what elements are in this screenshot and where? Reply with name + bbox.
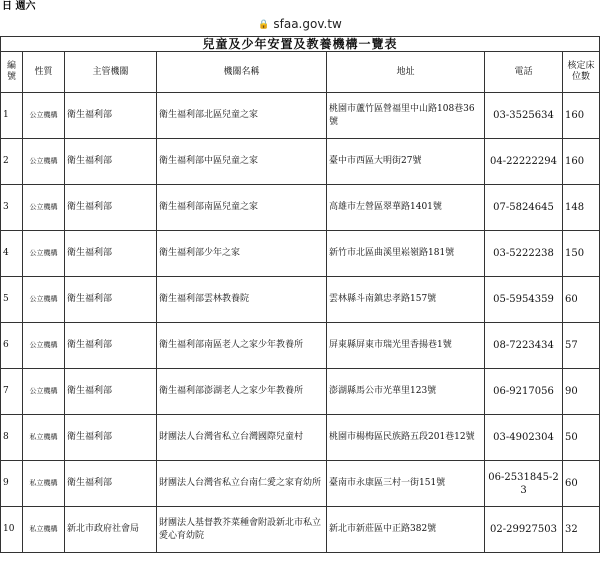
lock-icon: 🔒: [258, 20, 270, 30]
cell-type: 公立機構: [23, 369, 65, 415]
cell-agency: 衛生福利部: [65, 415, 157, 461]
cell-address: 臺中市西區大明街27號: [327, 139, 485, 185]
cell-phone: 06-2531845-23: [485, 461, 563, 507]
cell-phone: 07-5824645: [485, 185, 563, 231]
cell-no: 6: [1, 323, 23, 369]
table-row: [1, 185, 600, 231]
cell-no: 5: [1, 277, 23, 323]
header-phone: 電話: [485, 52, 563, 93]
cell-address: 澎湖縣馬公市光華里123號: [327, 369, 485, 415]
institution-table: [0, 36, 600, 553]
document-page: [0, 36, 600, 553]
table-row: [1, 139, 600, 185]
cell-phone: 08-7223434: [485, 323, 563, 369]
header-type: 性質: [23, 52, 65, 93]
cell-name: 衛生福利部南區老人之家少年教養所: [157, 323, 327, 369]
cell-type: 私立機構: [23, 415, 65, 461]
cell-no: 4: [1, 231, 23, 277]
cell-no: 9: [1, 461, 23, 507]
cell-phone: 04-22222294: [485, 139, 563, 185]
table-row: [1, 461, 600, 507]
cell-type: 私立機構: [23, 461, 65, 507]
cell-phone: 06-9217056: [485, 369, 563, 415]
cell-address: 高雄市左營區翠華路1401號: [327, 185, 485, 231]
table-row: [1, 415, 600, 461]
cell-address: 桃園市楊梅區民族路五段201巷12號: [327, 415, 485, 461]
cell-beds: 160: [563, 139, 600, 185]
cell-agency: 衛生福利部: [65, 139, 157, 185]
cell-type: 公立機構: [23, 93, 65, 139]
cell-beds: 60: [563, 461, 600, 507]
cell-address: 臺南市永康區三村一街151號: [327, 461, 485, 507]
cell-agency: 衛生福利部: [65, 277, 157, 323]
cell-beds: 160: [563, 93, 600, 139]
cell-name: 衛生福利部北區兒童之家: [157, 93, 327, 139]
cell-no: 2: [1, 139, 23, 185]
cell-address: 屏東縣屏東市瑞光里香揚巷1號: [327, 323, 485, 369]
cell-address: 新竹市北區曲溪里崧嶺路181號: [327, 231, 485, 277]
cell-no: 7: [1, 369, 23, 415]
cell-beds: 50: [563, 415, 600, 461]
cell-no: 1: [1, 93, 23, 139]
table-header-row: [1, 52, 600, 93]
table-row: [1, 507, 600, 553]
header-name: 機關名稱: [157, 52, 327, 93]
cell-type: 公立機構: [23, 139, 65, 185]
cell-beds: 150: [563, 231, 600, 277]
cell-type: 公立機構: [23, 231, 65, 277]
cell-beds: 32: [563, 507, 600, 553]
cell-agency: 衛生福利部: [65, 93, 157, 139]
url-text: sfaa.gov.tw: [273, 17, 342, 31]
status-day: 日 週六: [2, 1, 36, 12]
cell-name: 衛生福利部澎湖老人之家少年教養所: [157, 369, 327, 415]
table-title: 兒童及少年安置及教養機構一覽表: [1, 37, 600, 52]
cell-no: 3: [1, 185, 23, 231]
cell-agency: 衛生福利部: [65, 369, 157, 415]
cell-phone: 02-29927503: [485, 507, 563, 553]
cell-phone: 03-3525634: [485, 93, 563, 139]
cell-type: 私立機構: [23, 507, 65, 553]
cell-address: 雲林縣斗南鎮忠孝路157號: [327, 277, 485, 323]
cell-no: 8: [1, 415, 23, 461]
cell-name: 財團法人台灣省私立台灣國際兒童村: [157, 415, 327, 461]
table-row: [1, 231, 600, 277]
cell-address: 桃園市蘆竹區營福里中山路108巷36號: [327, 93, 485, 139]
status-bar: [0, 0, 600, 14]
header-no: 編號: [1, 52, 23, 93]
cell-no: 10: [1, 507, 23, 553]
header-agency: 主管機關: [65, 52, 157, 93]
header-beds: 核定床位數: [563, 52, 600, 93]
cell-beds: 57: [563, 323, 600, 369]
cell-beds: 90: [563, 369, 600, 415]
cell-type: 公立機構: [23, 277, 65, 323]
cell-type: 公立機構: [23, 185, 65, 231]
cell-phone: 05-5954359: [485, 277, 563, 323]
cell-agency: 衛生福利部: [65, 461, 157, 507]
cell-name: 財團法人基督教芥菜種會附設新北市私立愛心育幼院: [157, 507, 327, 553]
table-row: [1, 369, 600, 415]
cell-name: 財團法人台灣省私立台南仁愛之家育幼所: [157, 461, 327, 507]
table-row: [1, 93, 600, 139]
cell-address: 新北市新莊區中正路382號: [327, 507, 485, 553]
cell-name: 衛生福利部中區兒童之家: [157, 139, 327, 185]
table-row: [1, 323, 600, 369]
cell-agency: 衛生福利部: [65, 231, 157, 277]
header-address: 地址: [327, 52, 485, 93]
cell-name: 衛生福利部南區兒童之家: [157, 185, 327, 231]
cell-agency: 新北市政府社會局: [65, 507, 157, 553]
cell-agency: 衛生福利部: [65, 323, 157, 369]
cell-name: 衛生福利部雲林教養院: [157, 277, 327, 323]
cell-phone: 03-5222238: [485, 231, 563, 277]
cell-phone: 03-4902304: [485, 415, 563, 461]
address-bar[interactable]: [0, 14, 600, 34]
cell-type: 公立機構: [23, 323, 65, 369]
cell-name: 衛生福利部少年之家: [157, 231, 327, 277]
cell-agency: 衛生福利部: [65, 185, 157, 231]
cell-beds: 148: [563, 185, 600, 231]
table-row: [1, 277, 600, 323]
cell-beds: 60: [563, 277, 600, 323]
